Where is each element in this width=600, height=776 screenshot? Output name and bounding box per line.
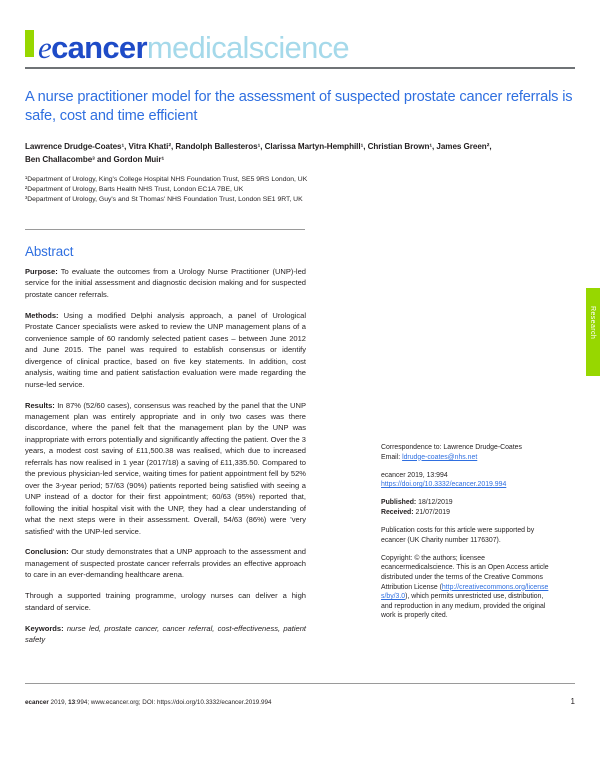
abstract-purpose-text: To evaluate the outcomes from a Urology Nurse Practitioner (UNP)-led service for the initial assessment and diagnostic decision making and for suspected prostate cancer referrals. <box>25 267 306 299</box>
correspondence-block <box>381 443 551 462</box>
copyright-text-part2: ), which permits unrestricted use, distribution, and reproduction in any medium, provided the original work is properly cited. <box>381 593 546 620</box>
citation-block <box>381 471 551 490</box>
email-label: Email: <box>381 453 403 461</box>
abstract-purpose-label: Purpose: <box>25 267 58 276</box>
affiliation-item: ²Department of Urology, Barts Health NHS Trust, London EC1A 7BE, UK <box>25 185 244 193</box>
footer-brand: ecancer <box>25 699 49 706</box>
abstract-conclusion <box>25 546 306 580</box>
abstract-divider <box>25 229 305 230</box>
article-metadata-column <box>381 443 551 629</box>
page-footer <box>25 697 575 707</box>
published-label: Published: <box>381 499 419 507</box>
section-tab-research <box>586 288 600 376</box>
footer-volume: 13 <box>68 699 76 706</box>
abstract-heading: Abstract <box>25 244 74 259</box>
footer-year: 2019, <box>48 699 69 706</box>
abstract-methods-label: Methods: <box>25 310 59 320</box>
abstract-conclusion-text: Our study demonstrates that a UNP approach to the assessment and management of suspected prostate cancer referrals provides an effective approach to care in an ever-demanding healthcare arena. <box>25 547 306 580</box>
doi-link[interactable]: https://doi.org/10.3332/ecancer.2019.994 <box>381 481 507 489</box>
abstract-closing: Through a supported training programme, urology nurses can deliver a high standard of service. <box>25 591 306 612</box>
keywords-label: Keywords: <box>25 623 64 633</box>
footer-divider <box>25 683 575 684</box>
abstract-conclusion-label: Conclusion: <box>25 547 69 557</box>
copyright-statement <box>381 554 551 621</box>
published-date: 18/12/2019 <box>418 499 453 507</box>
received-label: Received: <box>381 508 416 516</box>
email-link[interactable]: ldrudge-coates@nhs.net <box>402 453 478 461</box>
correspondence-text: Correspondence to: Lawrence Drudge-Coates <box>381 444 522 451</box>
abstract-keywords <box>25 623 306 646</box>
copyright-text-part1: Copyright: © the authors; licensee ecancermedicalscience. This is an Open Access article distributed under the terms of the Creative Commons Attribution License ( <box>381 554 549 591</box>
dates-block <box>381 498 551 517</box>
article-title: A nurse practitioner model for the assessment of suspected prostate cancer referrals is safe, cost and time efficient <box>25 89 573 124</box>
footer-citation <box>25 698 271 707</box>
abstract-results <box>25 400 306 537</box>
abstract-results-label: Results: <box>25 400 55 410</box>
keywords-text: nurse led, prostate cancer, cancer referral, cost-effectiveness, patient safety <box>25 623 306 645</box>
section-tab-label: Research <box>589 306 596 340</box>
footer-rest: :994; www.ecancer.org; DOI: https://doi.org/10.3332/ecancer.2019.994 <box>75 699 272 706</box>
logo-medicalscience-text: medicalscience <box>146 30 349 65</box>
abstract-methods-text: Using a modified Delphi analysis approach, a panel of Urological Prostate Cancer specialists were asked to review the UNP management plans of a convenience sample of 60 randomly selected patient cases – between June 2012 and June 2015. The panel was required to establish consensus or identify divergence of clinical practice, based on five key statements. In addition, cost analysis, waiting time and patient satisfaction evaluation were made regarding the nurse-led service. <box>25 310 306 389</box>
logo-cancer-text: cancer <box>51 30 147 65</box>
received-date: 21/07/2019 <box>415 508 450 516</box>
affiliation-list <box>25 175 573 205</box>
affiliation-item: ³Department of Urology, Guy's and St Thomas' NHS Foundation Trust, London SE1 9RT, UK <box>25 195 303 203</box>
journal-masthead <box>25 27 575 69</box>
logo-e-letter: e <box>38 30 52 65</box>
abstract-results-text: In 87% (52/60 cases), consensus was reached by the panel that the UNP management plan was entirely appropriate and in only two cases was there discordance, where the panel felt that the management plan by the UNP was inappropriate with errors potentially and significantly affecting the patient. Over the 3 years, a modest cost saving of £11,500.38 was realised, which due to increased referrals has now realised in 1 year (2017/18) a saving of £11,335.50. Compared to the previous physician-led service, waiting times for patient appointment fell by 52% over the 3-year period; 57/63 (90%) patients reported being satisfied with seeing a UNP instead of a doctor for their first appointment; 60/63 (95%) reported that, following the initial hospital visit with the UNP, they had a clear understanding of what the next steps were in their assessment. Overall, 54/63 (86%) were 'very satisfied' with the UNP-led service. <box>25 400 306 536</box>
page-number: 1 <box>570 697 575 706</box>
citation-text: ecancer 2019, 13:994 <box>381 471 448 479</box>
author-list <box>25 140 573 167</box>
abstract-body <box>25 266 306 655</box>
funding-statement: Publication costs for this article were supported by ecancer (UK Charity number 1176307). <box>381 527 535 544</box>
license-link[interactable]: http://creativecommons.org/licenses/by/3.0 <box>381 583 549 601</box>
author-line-2: Ben Challacombe³ and Gordon Muir¹ <box>25 155 165 165</box>
logo-wordmark <box>38 32 349 63</box>
logo-green-bar-icon <box>25 30 34 57</box>
masthead-divider <box>25 67 575 69</box>
abstract-methods <box>25 310 306 390</box>
abstract-purpose <box>25 266 306 300</box>
journal-logo[interactable] <box>25 27 575 63</box>
author-line-1: Lawrence Drudge-Coates¹, Vitra Khati², Randolph Ballesteros¹, Clarissa Martyn-Hemphill¹, Christian Brown¹, James Green², <box>25 142 492 151</box>
affiliation-item: ¹Department of Urology, King's College Hospital NHS Foundation Trust, SE5 9RS London, UK <box>25 176 308 183</box>
